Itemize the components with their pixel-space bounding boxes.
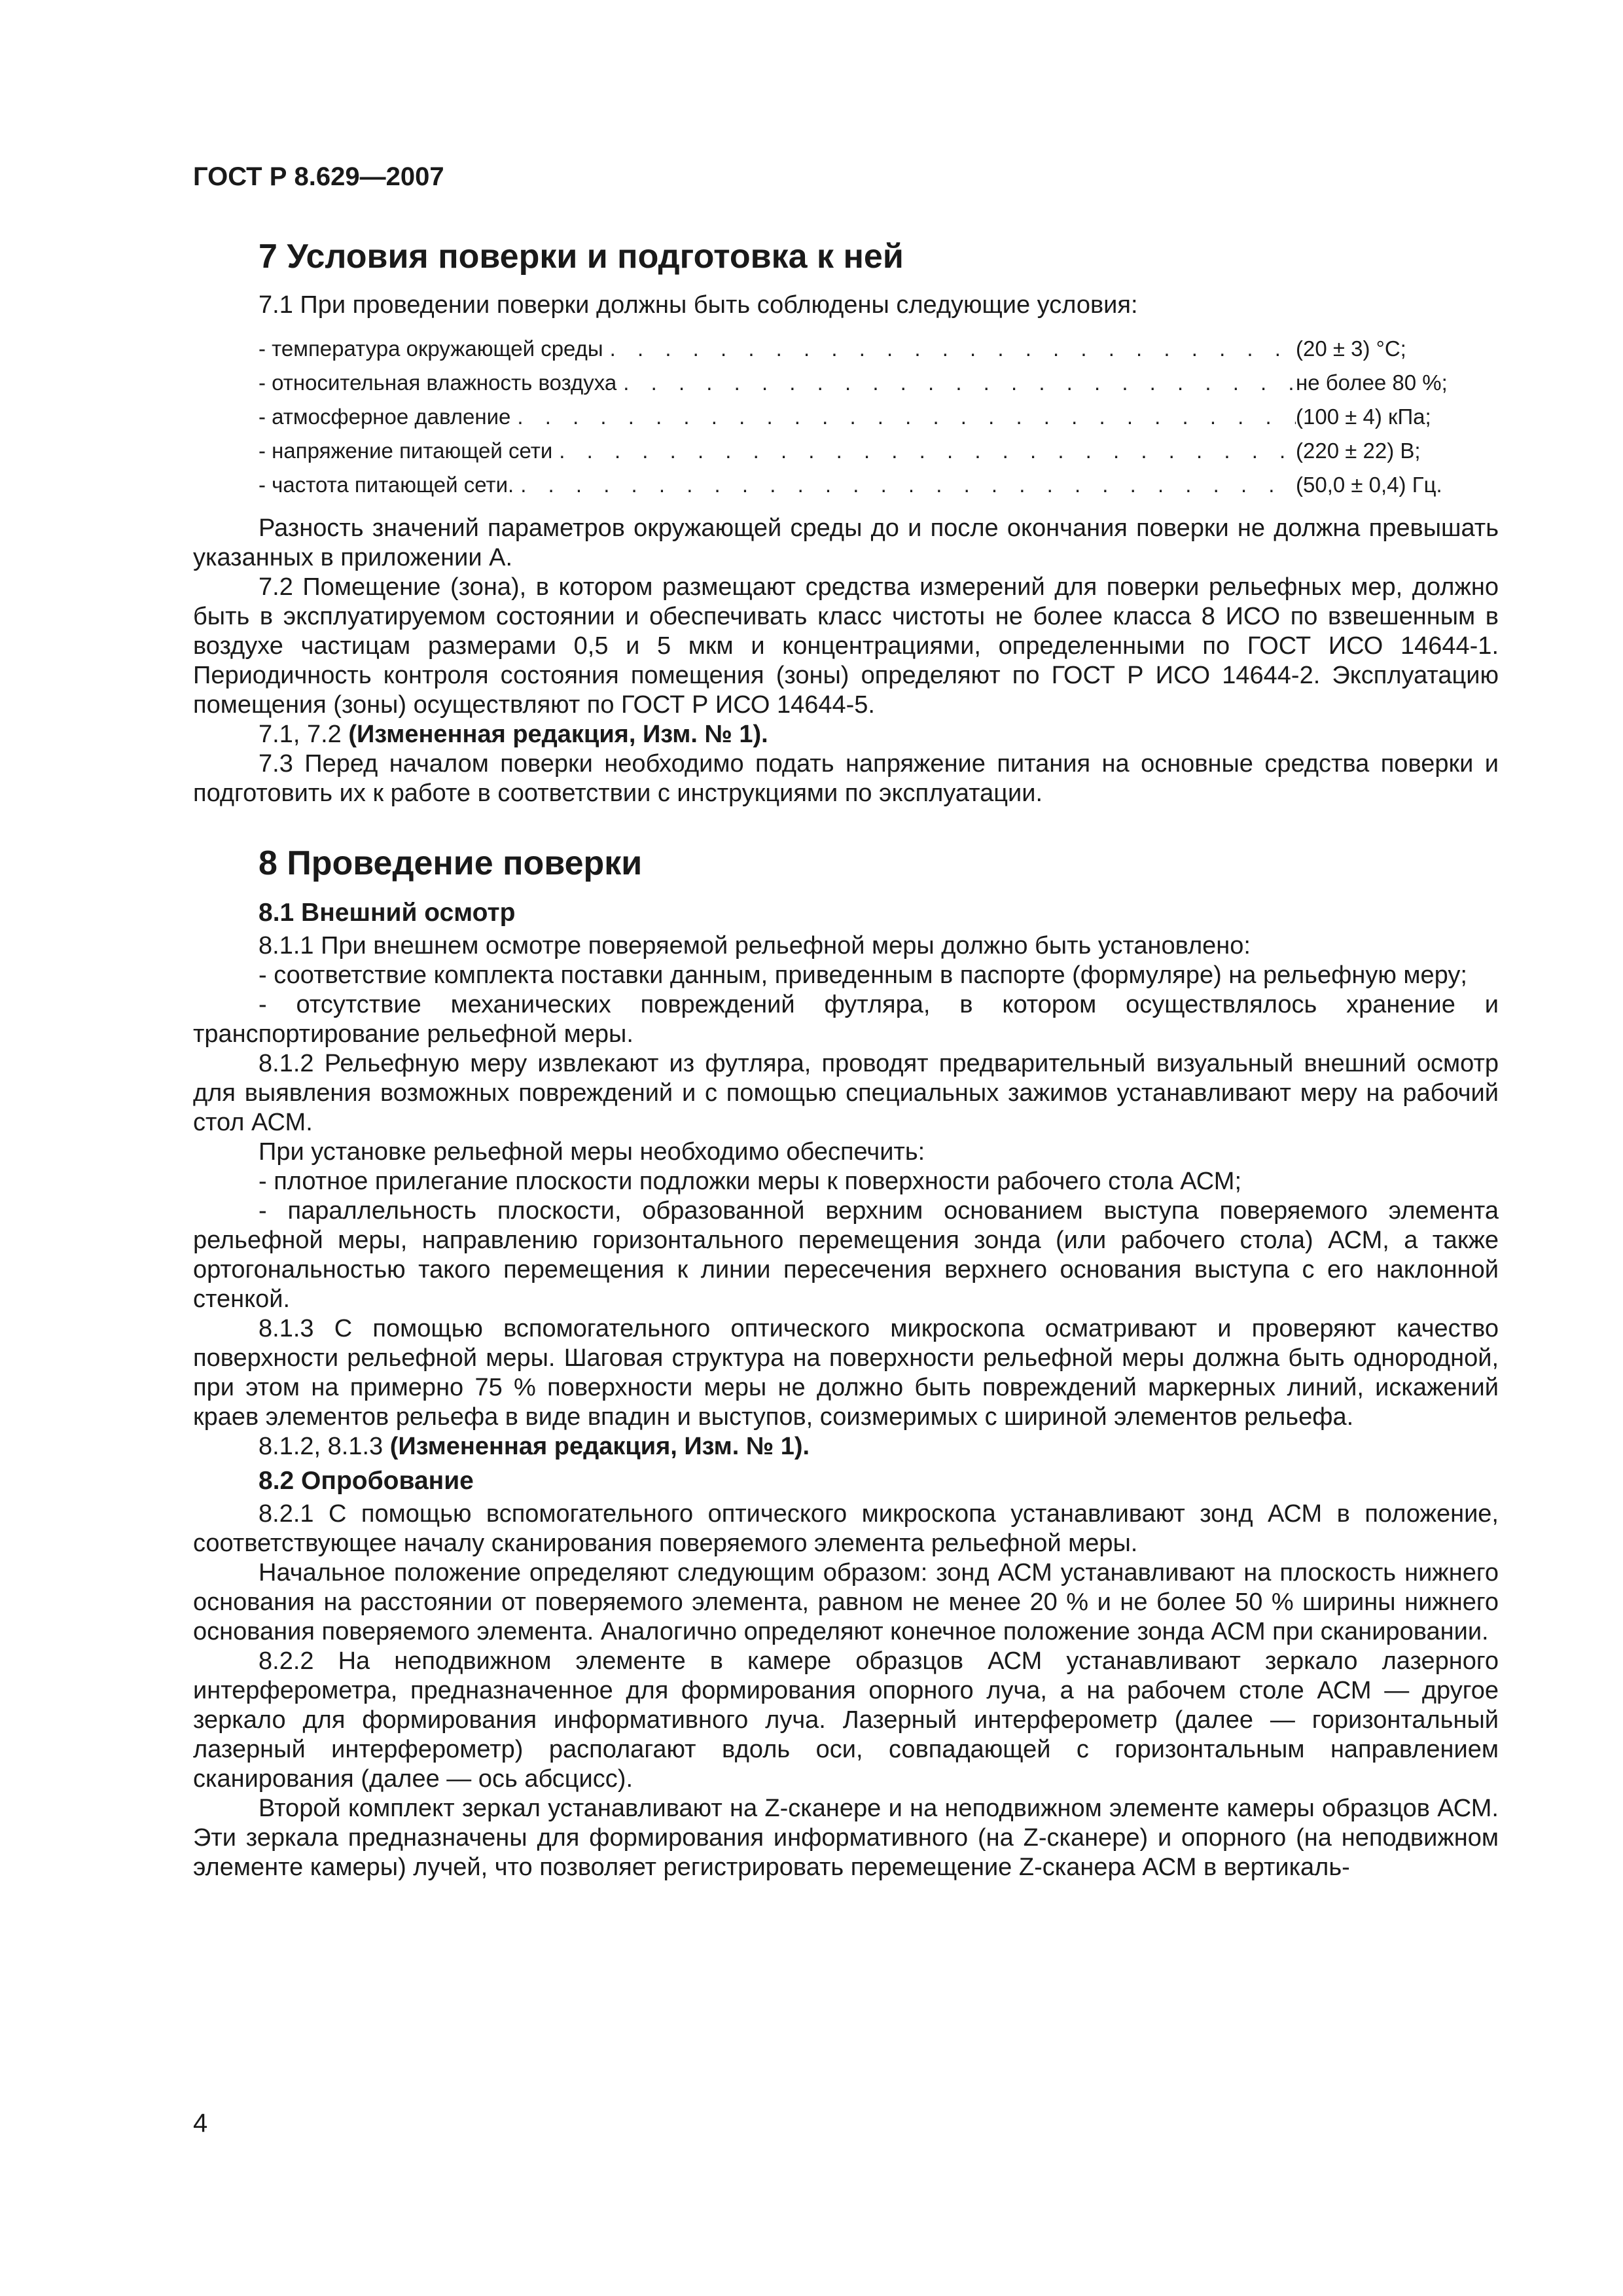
page-number: 4 [193, 2109, 208, 2138]
list-item: - отсутствие механических повреждений футляра, в котором осуществлялось хранение и транспортирование рельефной меры. [193, 991, 1499, 1048]
amendment-text: (Измененная редакция, Изм. № 1). [348, 721, 768, 748]
dot-leader [510, 400, 1296, 434]
dot-leader [552, 434, 1296, 468]
paragraph-difference: Разность значений параметров окружающей среды до и после окончания поверки не должна превышать указанных в приложении А. [193, 514, 1499, 571]
amendment-text: (Измененная редакция, Изм. № 1). [389, 1433, 810, 1460]
condition-name: - относительная влажность воздуха [259, 370, 617, 395]
condition-temperature [259, 332, 1499, 366]
paragraph-start-position: Начальное положение определяют следующим образом: зонд АСМ устанавливают на плоскость нижнего основания на расстоянии от поверяемого элемента, равном не менее 20 % и не более 50 % ширины нижнего основания поверяемого элемента. Аналогично определяют конечное положение зонда АСМ при сканировании. [193, 1559, 1499, 1645]
subsection-8-1-title: 8.1 Внешний осмотр [259, 899, 516, 927]
condition-name: - атмосферное давление [259, 404, 511, 429]
conditions-list [259, 332, 1499, 502]
condition-name: - температура окружающей среды [259, 336, 603, 361]
paragraph-8-1-1: 8.1.1 При внешнем осмотре поверяемой рельефной меры должно быть установлено: [259, 932, 1251, 960]
dot-leader [514, 468, 1296, 502]
paragraph-8-1-3: 8.1.3 С помощью вспомогательного оптического микроскопа осматривают и проверяют качество поверхности рельефной меры. Шаговая структура на поверхности рельефной меры должна быть однородной, при этом на примерно 75 % поверхности меры не должно быть повреждений маркерных линий, искажений краев элементов рельефа в виде впадин и выступов, соизмеримых с шириной элементов рельефа. [193, 1315, 1499, 1431]
condition-value: не более 80 %; [1296, 370, 1448, 395]
condition-value: (100 ± 4) кПа; [1296, 404, 1431, 429]
condition-value: (220 ± 22) В; [1296, 439, 1421, 463]
condition-value: (20 ± 3) °С; [1296, 336, 1406, 361]
paragraph-second-mirrors: Второй комплект зеркал устанавливают на Z-сканере и на неподвижном элементе камеры образцов АСМ. Эти зеркала предназначены для формирования информативного (на Z-сканере) и опорного (на неподвижном элементе камеры) лучей, что позволяет регистрировать перемещение Z-сканера АСМ в вертикаль- [193, 1795, 1499, 1881]
paragraph-install: При установке рельефной меры необходимо обеспечить: [259, 1138, 925, 1166]
amendment-note-7 [193, 720, 1499, 749]
document-header: ГОСТ Р 8.629—2007 [193, 162, 444, 191]
paragraph-7-2: 7.2 Помещение (зона), в котором размещают средства измерений для поверки рельефных мер, должно быть в эксплуатируемом состоянии и обеспечивать класс чистоты не более класса 8 ИСО по взвешенным в воздухе частицам размерами 0,5 и 5 мкм и концентрациями, определенными по ГОСТ ИСО 14644-1. Периодичность контроля состояния помещения (зоны) определяют по ГОСТ Р ИСО 14644-2. Эксплуатацию помещения (зоны) осуществляют по ГОСТ Р ИСО 14644-5. [193, 573, 1499, 719]
list-item: - соответствие комплекта поставки данным, приведенным в паспорте (формуляре) на рельефную меру; [259, 961, 1467, 989]
paragraph-8-2-1: 8.2.1 С помощью вспомогательного оптического микроскопа устанавливают зонд АСМ в положение, соответствующее началу сканирования поверяемого элемента рельефной меры. [193, 1500, 1499, 1557]
amendment-note-8 [193, 1432, 1499, 1462]
list-item: - параллельность плоскости, образованной верхним основанием выступа поверяемого элемента рельефной меры, направлению горизонтального перемещения зонда (или рабочего стола) АСМ, а также ортогональностью такого перемещения к линии пересечения верхнего основания выступа с его наклонной стенкой. [193, 1197, 1499, 1313]
paragraph-8-2-2: 8.2.2 На неподвижном элементе в камере образцов АСМ устанавливают зеркало лазерного интерферометра, предназначенное для формирования опорного луча, а на рабочем столе АСМ — другое зеркало для формирования информативного луча. Лазерный интерферометр (далее — горизонтальный лазерный интерферометр) располагают вдоль оси, совпадающей с горизонтальным направлением сканирования (далее — ось абсцисс). [193, 1647, 1499, 1793]
condition-pressure [259, 400, 1499, 434]
condition-voltage [259, 434, 1499, 468]
paragraph-8-1-2: 8.1.2 Рельефную меру извлекают из футляра, проводят предварительный визуальный внешний осмотр для выявления возможных повреждений и с помощью специальных зажимов устанавливают меру на рабочий стол АСМ. [193, 1050, 1499, 1136]
dot-leader [616, 366, 1296, 400]
section-8-title: 8 Проведение поверки [259, 844, 643, 882]
section-7-title: 7 Условия поверки и подготовка к ней [259, 238, 904, 276]
subsection-8-2-title: 8.2 Опробование [259, 1467, 474, 1495]
condition-name: - частота питающей сети. [259, 473, 514, 497]
condition-value: (50,0 ± 0,4) Гц. [1296, 473, 1442, 497]
page-content [193, 236, 1499, 1882]
amendment-ref: 8.1.2, 8.1.3 [259, 1433, 390, 1460]
condition-humidity [259, 366, 1499, 400]
paragraph-7-3: 7.3 Перед началом поверки необходимо подать напряжение питания на основные средства поверки и подготовить их к работе в соответствии с инструкциями по эксплуатации. [193, 750, 1499, 807]
dot-leader [603, 332, 1296, 366]
paragraph-7-1: 7.1 При проведении поверки должны быть соблюдены следующие условия: [259, 291, 1138, 319]
amendment-ref: 7.1, 7.2 [259, 721, 349, 748]
condition-name: - напряжение питающей сети [259, 439, 553, 463]
list-item: - плотное прилегание плоскости подложки меры к поверхности рабочего стола АСМ; [259, 1168, 1242, 1195]
condition-frequency [259, 468, 1499, 502]
